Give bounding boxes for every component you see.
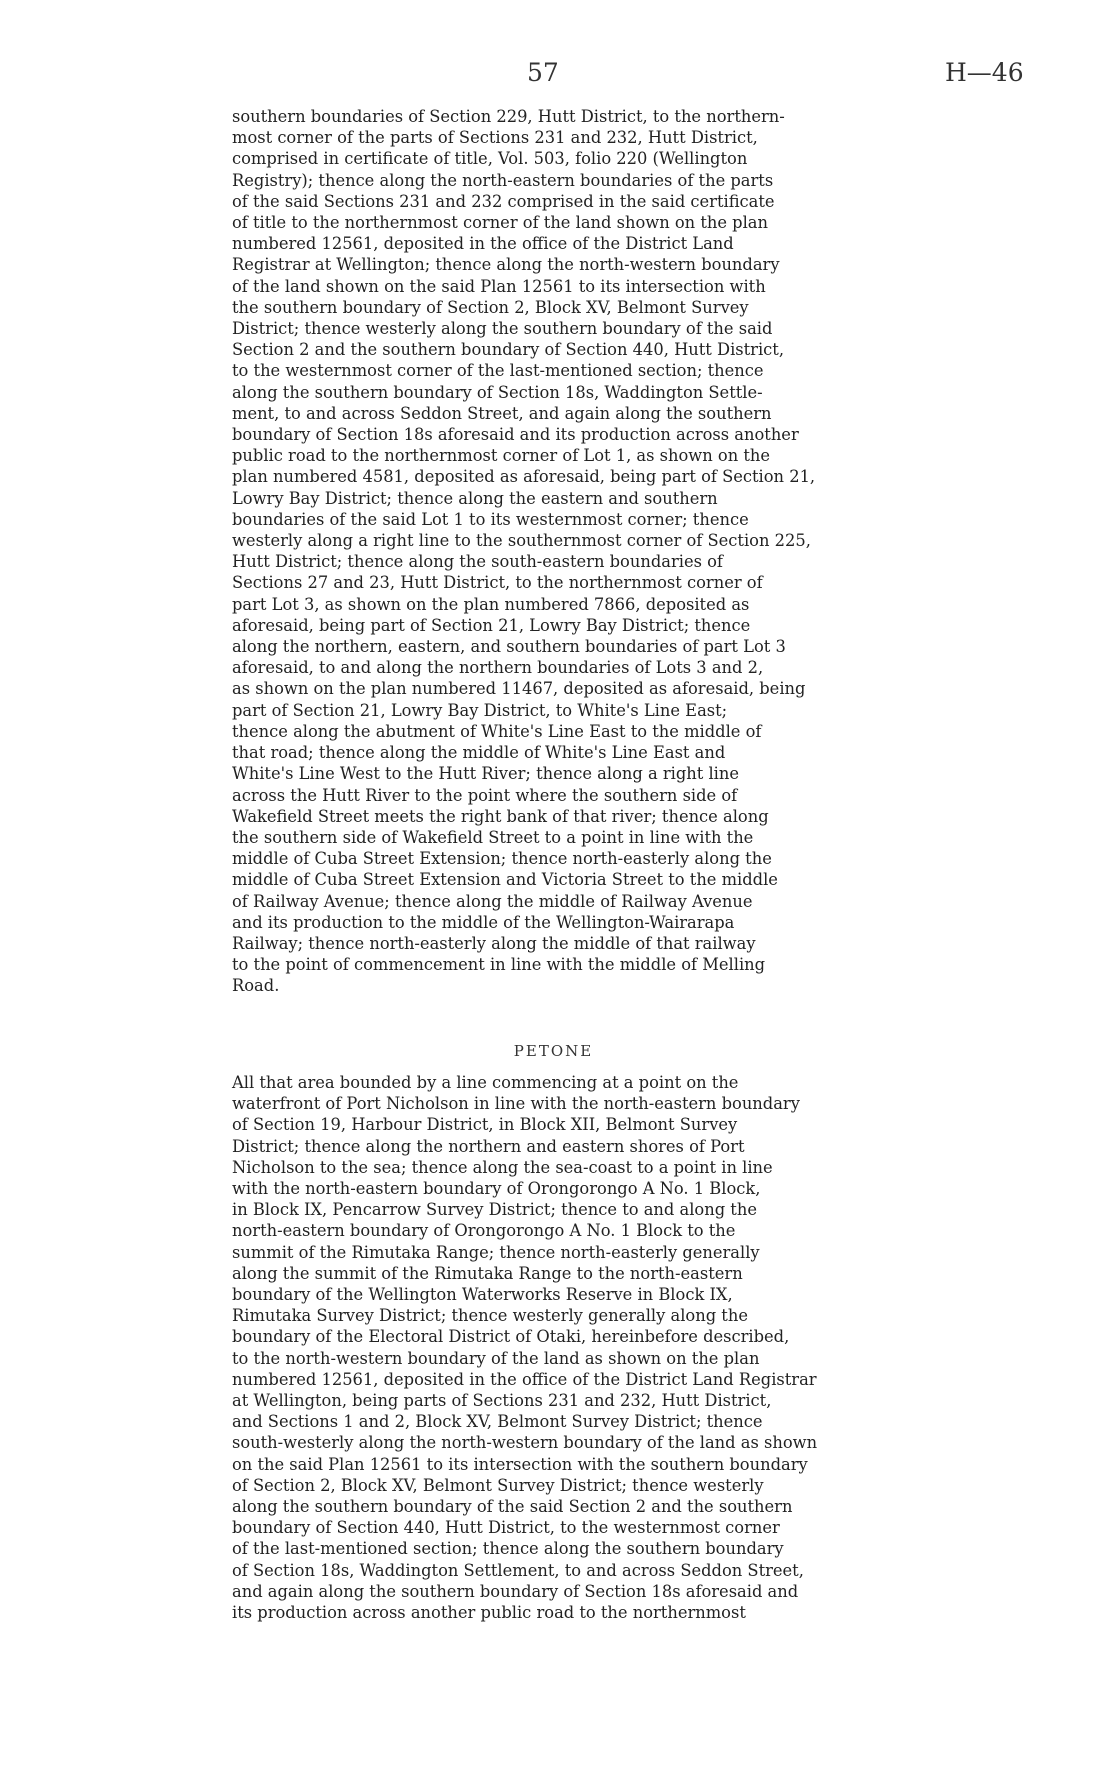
- petone-paragraph-block: [232, 1072, 875, 1623]
- document-reference: H—46: [945, 58, 1024, 87]
- page-number: 57: [527, 58, 559, 87]
- continued-paragraph-block: [232, 106, 875, 997]
- section-heading: PETONE: [513, 1042, 594, 1060]
- continued-paragraph: southern boundaries of Section 229, Hutt District, to the northern- most corner of the parts of Sections 231 and 232, Hutt District, comprised in certificate of title, Vol. 503, folio 220 (Wellington Registry); thence along the north-eastern boundaries of the parts of the said Sections 231 and 232 comprised in the said certificate of title to the northernmost corner of the land shown on the plan numbered 12561, deposited in the office of the District Land Registrar at Wellington; thence along the north-western boundary of the land shown on the said Plan 12561 to its intersection with the southern boundary of Section 2, Block XV, Belmont Survey District; thence westerly along the southern boundary of the said Section 2 and the southern boundary of Section 440, Hutt District, to the westernmost corner of the last-mentioned section; thence along the southern boundary of Section 18s, Waddington Settle- ment, to and across Seddon Street, and again along the southern boundary of Section 18s aforesaid and its production across another public road to the northernmost corner of Lot 1, as shown on the plan numbered 4581, deposited as aforesaid, being part of Section 21, Lowry Bay District; thence along the eastern and southern boundaries of the said Lot 1 to its westernmost corner; thence westerly along a right line to the southernmost corner of Section 225, Hutt District; thence along the south-eastern boundaries of Sections 27 and 23, Hutt District, to the northernmost corner of part Lot 3, as shown on the plan numbered 7866, deposited as aforesaid, being part of Section 21, Lowry Bay District; thence along the northern, eastern, and southern boundaries of part Lot 3 aforesaid, to and along the northern boundaries of Lots 3 and 2, as shown on the plan numbered 11467, deposited as aforesaid, being part of Section 21, Lowry Bay District, to White's Line East; thence along the abutment of White's Line East to the middle of that road; thence along the middle of White's Line East and White's Line West to the Hutt River; thence along a right line across the Hutt River to the point where the southern side of Wakefield Street meets the right bank of that river; thence along the southern side of Wakefield Street to a point in line with the middle of Cuba Street Extension; thence north-easterly along the middle of Cuba Street Extension and Victoria Street to the middle of Railway Avenue; thence along the middle of Railway Avenue and its production to the middle of the Wellington-Wairarapa Railway; thence north-easterly along the middle of that railway to the point of commencement in line with the middle of Melling Road.: [232, 107, 816, 996]
- petone-paragraph: All that area bounded by a line commencing at a point on the waterfront of Port Nicholson in line with the north-eastern boundary of Section 19, Harbour District, in Block XII, Belmont Survey District; thence along the northern and eastern shores of Port Nicholson to the sea; thence along the sea-coast to a point in line with the north-eastern boundary of Orongorongo A No. 1 Block, in Block IX, Pencarrow Survey District; thence to and along the north-eastern boundary of Orongorongo A No. 1 Block to the summit of the Rimutaka Range; thence north-easterly generally along the summit of the Rimutaka Range to the north-eastern boundary of the Wellington Waterworks Reserve in Block IX, Rimutaka Survey District; thence westerly generally along the boundary of the Electoral District of Otaki, hereinbefore described, to the north-western boundary of the land as shown on the plan numbered 12561, deposited in the office of the District Land Registrar at Wellington, being parts of Sections 231 and 232, Hutt District, and Sections 1 and 2, Block XV, Belmont Survey District; thence south-westerly along the north-western boundary of the land as shown on the said Plan 12561 to its intersection with the southern boundary of Section 2, Block XV, Belmont Survey District; thence westerly along the southern boundary of the said Section 2 and the southern boundary of Section 440, Hutt District, to the westernmost corner of the last-mentioned section; thence along the southern boundary of Section 18s, Waddington Settlement, to and across Seddon Street, and again along the southern boundary of Section 18s aforesaid and its production across another public road to the northernmost: [232, 1073, 818, 1623]
